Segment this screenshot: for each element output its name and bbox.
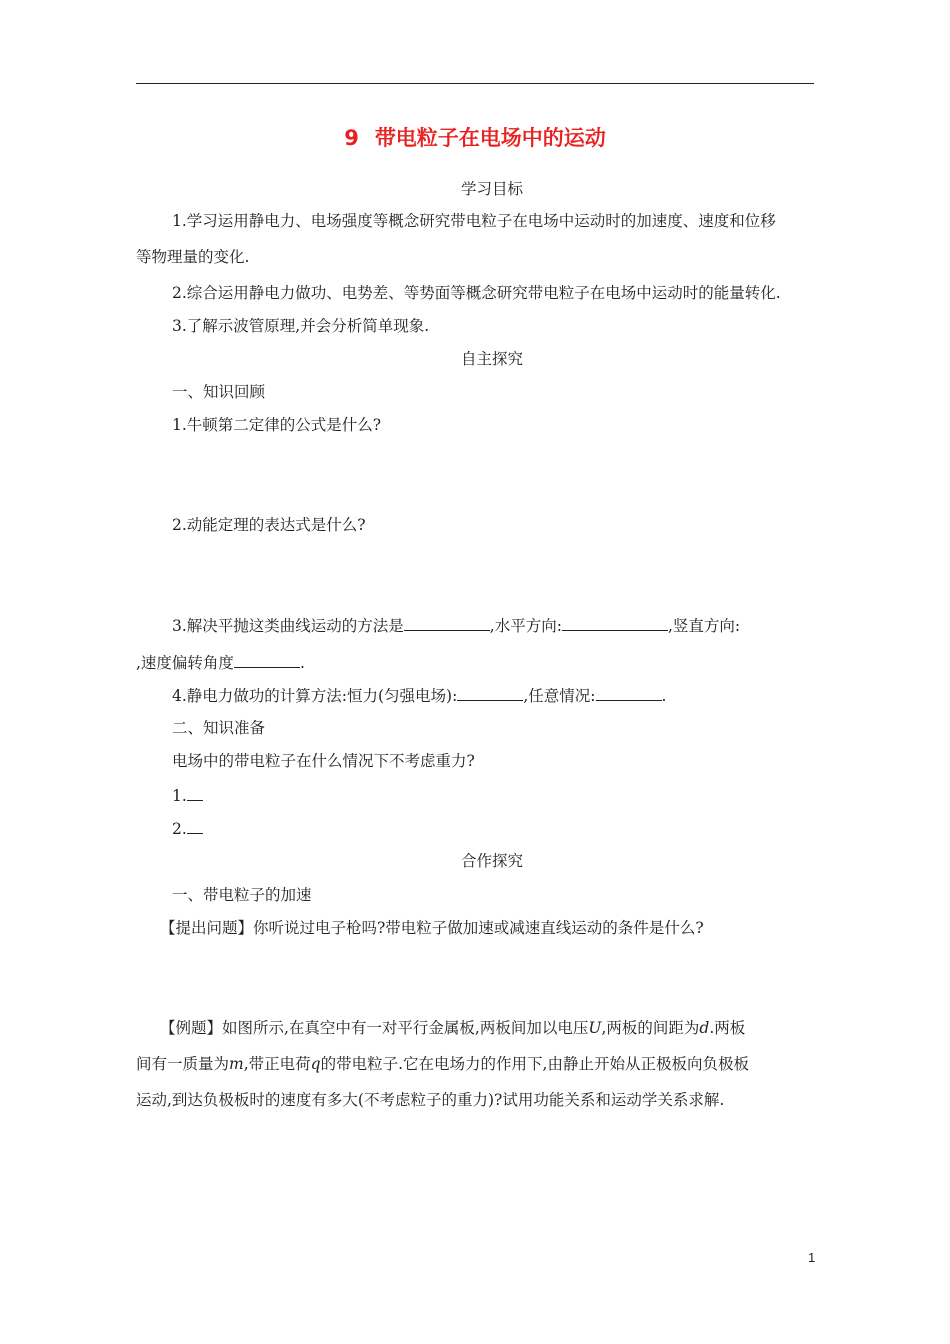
- question-4: [172, 684, 666, 707]
- title-text: 带电粒子在电场中的运动: [374, 126, 606, 150]
- variable-d: d: [699, 1019, 710, 1037]
- example-text: .两板: [709, 1019, 746, 1037]
- goal-1-line-1: 1.学习运用静电力、电场强度等概念研究带电粒子在电场中运动时的加速度、速度和位移: [172, 212, 776, 230]
- self-study-heading: 自主探究: [460, 350, 523, 368]
- q3-text-b: ,水平方向:: [489, 617, 562, 635]
- variable-U: U: [588, 1019, 602, 1037]
- q4-text-b: ,任意情况:: [523, 687, 596, 705]
- answer-blank[interactable]: [234, 651, 300, 668]
- q3-text-a: 3.解决平抛这类曲线运动的方法是: [172, 617, 404, 635]
- q3-text-e: .: [299, 654, 305, 672]
- coop-heading: 合作探究: [460, 852, 523, 870]
- goal-2: 2.综合运用静电力做功、电势差、等势面等概念研究带电粒子在电场中运动时的能量转化.: [172, 284, 781, 302]
- answer-2: [172, 817, 203, 840]
- answer-1: [172, 784, 203, 807]
- answer-blank[interactable]: [457, 684, 523, 701]
- answer-2-label: 2.: [172, 820, 187, 838]
- goal-1-line-2: 等物理量的变化.: [136, 248, 250, 266]
- example-text: 【例题】如图所示,在真空中有一对平行金属板,两板间加以电压: [160, 1019, 589, 1037]
- answer-blank[interactable]: [187, 817, 203, 834]
- page-title: [0, 122, 950, 152]
- section-preparation: 二、知识准备: [172, 719, 266, 737]
- answer-blank[interactable]: [596, 684, 662, 701]
- question-3-line-2: [136, 651, 305, 674]
- example-text: 间有一质量为: [136, 1055, 230, 1073]
- q3-text-c: ,竖直方向:: [667, 617, 741, 635]
- question-3-line-1: [172, 614, 740, 637]
- raise-question: 【提出问题】你听说过电子枪吗?带电粒子做加速或减速直线运动的条件是什么?: [160, 919, 704, 937]
- question-2: 2.动能定理的表达式是什么?: [172, 516, 366, 534]
- q3-text-d: ,速度偏转角度: [136, 654, 234, 672]
- example-text: ,带正电荷: [243, 1055, 311, 1073]
- example-text: ,两板的间距为: [601, 1019, 700, 1037]
- q4-text-a: 4.静电力做功的计算方法:恒力(匀强电场):: [172, 687, 458, 705]
- question-1: 1.牛顿第二定律的公式是什么?: [172, 416, 382, 434]
- section-acceleration: 一、带电粒子的加速: [172, 886, 312, 904]
- answer-blank[interactable]: [404, 614, 490, 631]
- answer-1-label: 1.: [172, 787, 187, 805]
- example-text: 的带电粒子.它在电场力的作用下,由静止开始从正极板向负极板: [320, 1055, 749, 1073]
- example-line-1: [160, 1017, 745, 1039]
- answer-blank[interactable]: [562, 614, 668, 631]
- variable-q: q: [310, 1055, 321, 1073]
- title-number: 9: [344, 126, 359, 150]
- goal-3: 3.了解示波管原理,并会分析简单现象.: [172, 317, 430, 335]
- example-line-3: 运动,到达负极板时的速度有多大(不考虑粒子的重力)?试用功能关系和运动学关系求解.: [136, 1091, 725, 1109]
- page-number: 1: [808, 1250, 816, 1265]
- section-review: 一、知识回顾: [172, 383, 266, 401]
- example-line-2: [136, 1053, 749, 1075]
- q4-text-c: .: [661, 687, 667, 705]
- goals-heading: 学习目标: [460, 180, 523, 198]
- answer-blank[interactable]: [187, 784, 203, 801]
- question-5: 电场中的带电粒子在什么情况下不考虑重力?: [172, 752, 475, 770]
- header-rule: [136, 83, 814, 84]
- variable-m: m: [229, 1055, 244, 1073]
